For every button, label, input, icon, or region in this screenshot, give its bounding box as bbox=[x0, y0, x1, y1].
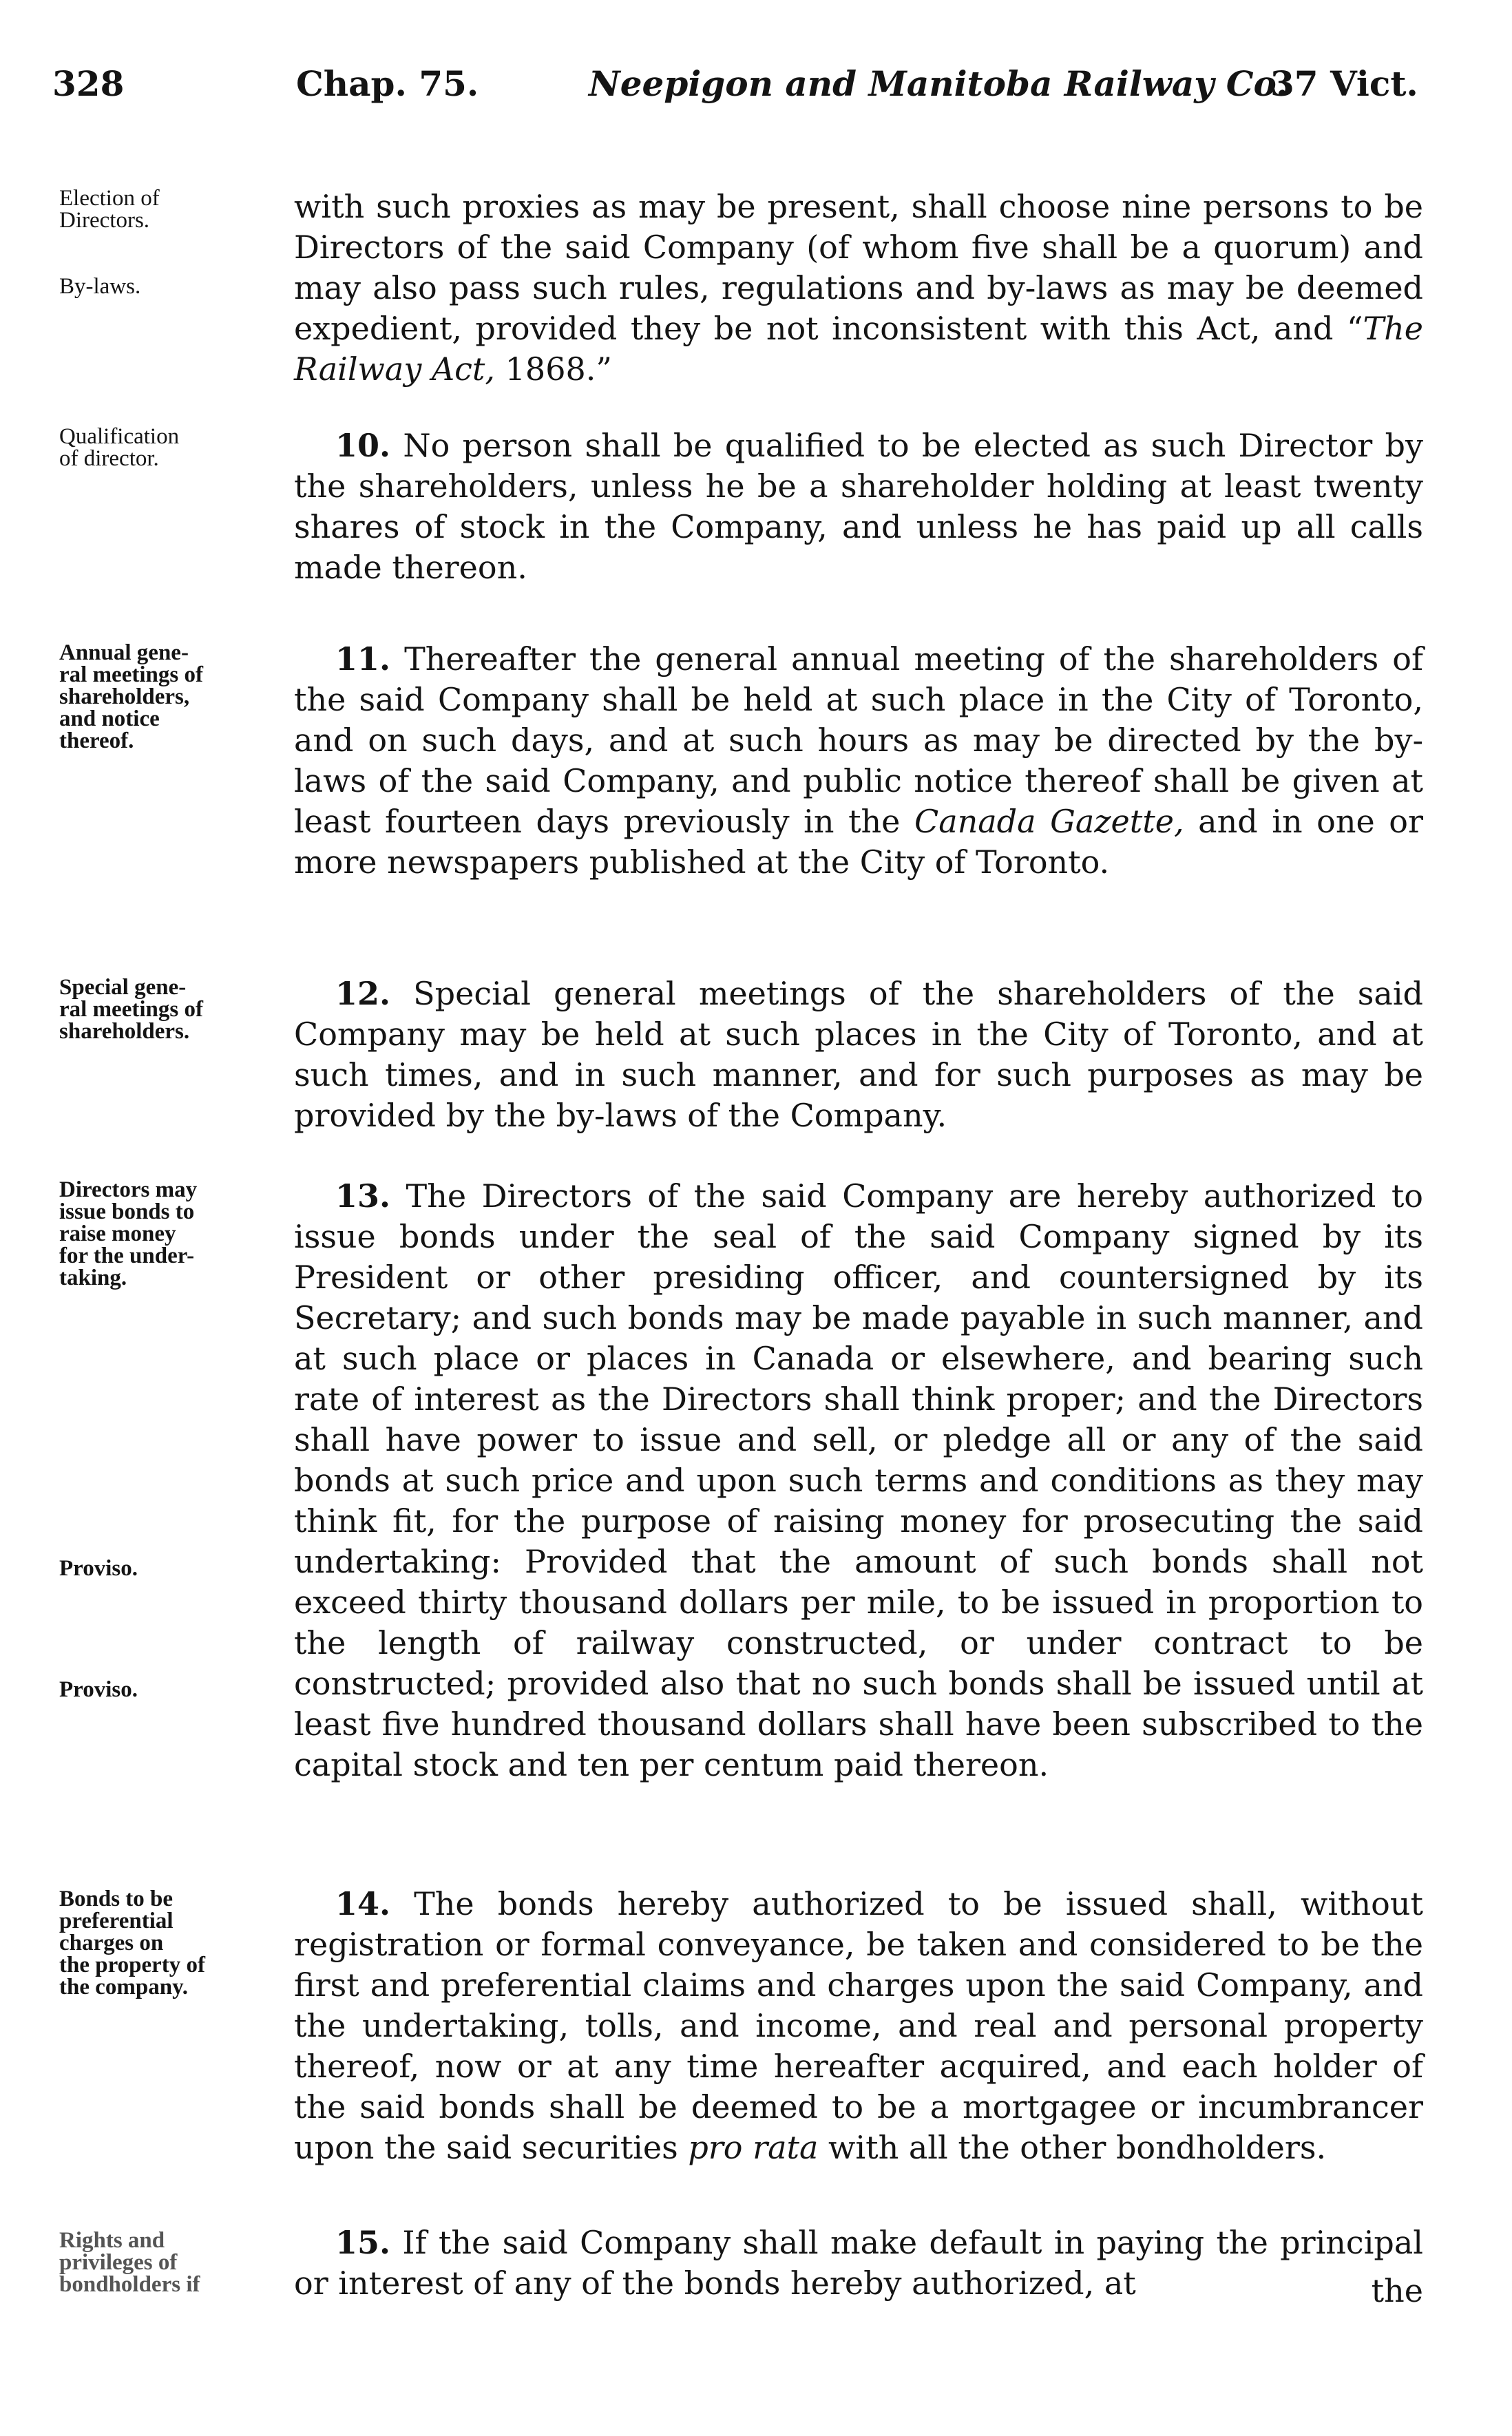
section-9-continued: with such proxies as may be present, shall choose nine persons to be Directors of the said Company (of whom five shall be a quorum) and may also pass such rules, regulations and by-laws as may be deemed expedient, provided they be not inconsistent with this Act, and “The Railway Act, 1868.” bbox=[294, 188, 1423, 388]
body-text bbox=[294, 0, 1423, 2436]
chapter-label: Chap. 75. bbox=[296, 63, 479, 104]
margin-note-proviso-2: Proviso. bbox=[59, 1677, 138, 1702]
margin-note-annual-meetings: Annual gene- ral meetings of shareholders, and notice thereof. bbox=[59, 640, 203, 753]
section-11: 11. Thereafter the general annual meeting of the shareholders of the said Company shall be held at such place in the City of Toronto, and on such days, and at such hours as may be directed by the by-laws of the said Company, and public notice thereof shall be given at least fourteen days previously in the Canada Gazette, and in one or more newspapers published at the City of Toronto. bbox=[294, 640, 1423, 881]
margin-note-rights: Rights and privileges of bondholders if bbox=[59, 2228, 200, 2297]
section-number: 15. bbox=[335, 2224, 391, 2261]
section-15: 15. If the said Company shall make default in paying the principal or interest of any of the bonds hereby authorized, at bbox=[294, 2224, 1423, 2302]
catchword: the bbox=[1371, 2272, 1423, 2309]
margin-note-election: Election of Directors. bbox=[59, 186, 160, 233]
margin-note-bylaws: By-laws. bbox=[59, 274, 141, 299]
section-number: 12. bbox=[335, 975, 391, 1012]
margin-note-preferential: Bonds to be preferential charges on the property of the company. bbox=[59, 1887, 206, 1999]
margin-note-bonds: Directors may issue bonds to raise money for the under- taking. bbox=[59, 1177, 198, 1290]
margin-note-special-meetings: Special gene- ral meetings of shareholders. bbox=[59, 975, 203, 1044]
act-citation: The Railway Act, bbox=[294, 310, 1423, 388]
section-number: 11. bbox=[335, 640, 391, 678]
margin-notes bbox=[59, 0, 283, 2436]
page-number: 328 bbox=[52, 63, 125, 104]
margin-note-qualification: Qualification of director. bbox=[59, 424, 180, 471]
gazette-name: Canada Gazette, bbox=[914, 803, 1184, 840]
section-number: 10. bbox=[335, 427, 391, 464]
regnal-year: 37 Vict. bbox=[1270, 63, 1418, 104]
section-14: 14. The bonds hereby authorized to be issued shall, without registration or formal conveyance, be taken and considered to be the first and preferential claims and charges upon the said Company, and the undertaking, tolls, and income, and real and personal property thereof, now or at any time hereafter acquired, and each holder of the said bonds shall be deemed to be a mortgagee or incumbrancer upon the said securities pro rata with all the other bondholders. bbox=[294, 1885, 1423, 2166]
section-number: 14. bbox=[335, 1885, 391, 1922]
act-title: Neepigon and Manitoba Railway Co. bbox=[589, 63, 1288, 104]
margin-note-proviso-1: Proviso. bbox=[59, 1556, 138, 1581]
section-13: 13. The Directors of the said Company are hereby authorized to issue bonds under the seal of the said Company signed by its President or other presiding officer, and countersigned by its Secretary; and such bonds may be made payable in such manner, and at such place or places in Canada or elsewhere, and bearing such rate of interest as the Directors shall think proper; and the Directors shall have power to issue and sell, or pledge all or any of the said bonds at such price and upon such terms and conditions as they may think fit, for the purpose of raising money for prosecuting the said undertaking: Provided that the amount of such bonds shall not exceed thirty thousand dollars per mile, to be issued in proportion to the length of railway constructed, or under contract to be constructed; provided also that no such bonds shall be issued until at least five hundred thousand dollars shall have been subscribed to the capital stock and ten per centum paid thereon. bbox=[294, 1177, 1423, 1783]
section-12: 12. Special general meetings of the shareholders of the said Company may be held at such places in the City of Toronto, and at such times, and in such manner, and for such purposes as may be provided by the by-laws of the Company. bbox=[294, 975, 1423, 1134]
section-10: 10. No person shall be qualified to be elected as such Director by the shareholders, unless he be a shareholder holding at least twenty shares of stock in the Company, and unless he has paid up all calls made thereon. bbox=[294, 427, 1423, 586]
section-number: 13. bbox=[335, 1177, 391, 1215]
pro-rata-term: pro rata bbox=[688, 2129, 819, 2166]
